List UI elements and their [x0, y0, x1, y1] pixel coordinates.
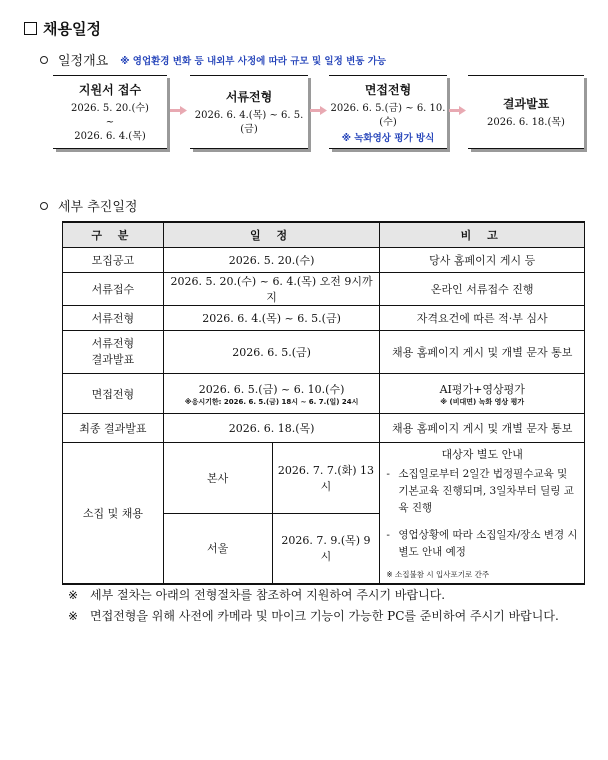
flow-step-interview: [329, 75, 447, 149]
onboarding-remark-title: 대상자 별도 안내: [441, 448, 523, 461]
row-schedule: 2026. 6. 5.(금): [163, 331, 380, 374]
flow-step-line: 2026. 6. 5.(금) ~ 6. 10.(수): [330, 102, 446, 128]
overview-label: 일정개요: [58, 54, 109, 69]
flow-step-line: ~: [105, 116, 115, 128]
footnote-text: 면접전형을 위해 사전에 카메라 및 마이크 기능이 가능한 PC를 준비하여 주시기 바랍니다.: [90, 609, 559, 623]
row-schedule: 2026. 6. 4.(목) ~ 6. 5.(금): [163, 306, 380, 331]
row-remark: 채용 홈페이지 게시 및 개별 문자 통보: [380, 331, 585, 374]
flow-step-title: 결과발표: [502, 96, 550, 111]
row-remark: 온라인 서류접수 진행: [380, 273, 585, 306]
row-category: 서류접수: [63, 273, 164, 306]
row-category: 최종 결과발표: [63, 414, 164, 443]
flow-step-title: 지원서 접수: [78, 82, 142, 97]
list-item-text: 소집일로부터 2일간 법정필수교육 및 기본교육 진행되며, 3일차부터 딜링 교육 진행: [398, 468, 574, 514]
overview-heading: [40, 50, 386, 69]
onboarding-remark-list: [386, 466, 578, 561]
flow-step-title: 면접전형: [364, 82, 412, 97]
circle-bullet-icon: [40, 202, 48, 210]
row-category: 면접전형: [63, 374, 164, 414]
footnote-text: 세부 절차는 아래의 전형절차를 참조하여 지원하여 주시기 바랍니다.: [90, 588, 446, 602]
row-category: 모집공고: [63, 248, 164, 273]
list-item-text: 영업상황에 따라 소집일자/장소 변경 시 별도 안내 예정: [398, 529, 578, 558]
row-schedule: 2026. 6. 18.(목): [163, 414, 380, 443]
table-row: [63, 374, 585, 414]
flow-step-result: [468, 75, 584, 149]
row-schedule-note: ※응시기한: 2026. 6. 5.(금) 18시 ~ 6. 7.(일) 24시: [184, 397, 359, 406]
table-row: [63, 273, 585, 306]
flow-step-document: [190, 75, 308, 149]
onboarding-remark-note: ※ 소집불참 시 입사포기로 간주: [386, 570, 490, 579]
flow-step-line: 2026. 6. 18.(목): [487, 116, 565, 128]
row-remark: 당사 홈페이지 게시 등: [380, 248, 585, 273]
square-bullet-icon: [24, 22, 37, 35]
flow-step-title: 서류전형: [225, 89, 273, 104]
onboarding-date: 2026. 7. 7.(화) 13시: [272, 443, 380, 514]
flow-step-application: [53, 75, 167, 149]
row-remark-cell: [380, 374, 585, 414]
arrow-right-icon: [449, 106, 466, 115]
table-row-onboarding: [63, 443, 585, 514]
circle-bullet-icon: [40, 56, 48, 64]
detail-label: 세부 추진일정: [58, 200, 138, 215]
table-row: [63, 414, 585, 443]
row-remark: AI평가+영상평가: [439, 382, 525, 396]
footnote: [68, 585, 588, 606]
row-schedule: 2026. 5. 20.(수): [163, 248, 380, 273]
row-schedule: 2026. 5. 20.(수) ~ 6. 4.(목) 오전 9시까지: [163, 273, 380, 306]
schedule-table: [62, 221, 585, 585]
onboarding-place: 본사: [163, 443, 272, 514]
table-row: [63, 306, 585, 331]
row-category: 서류전형: [63, 306, 164, 331]
section-title: [24, 18, 101, 39]
onboarding-date: 2026. 7. 9.(목) 9시: [272, 513, 380, 584]
row-remark-note: ※ (비대면) 녹화 영상 평가: [440, 397, 525, 406]
onboarding-remark: [380, 443, 585, 585]
onboarding-category: 소집 및 채용: [63, 443, 164, 585]
arrow-right-icon: [170, 106, 187, 115]
footnote: [68, 606, 588, 627]
header-schedule: 일 정: [163, 222, 380, 248]
flow-step-line: 2026. 5. 20.(수): [71, 102, 149, 114]
header-category: 구 분: [63, 222, 164, 248]
list-item: - 소집일로부터 2일간 법정필수교육 및 기본교육 진행되며, 3일차부터 딜링 교육 진행: [386, 466, 578, 517]
footnote-mark: ※: [68, 588, 79, 602]
overview-note: ※ 영업환경 변화 등 내외부 사정에 따라 규모 및 일정 변동 가능: [120, 55, 387, 67]
list-item: - 영업상황에 따라 소집일자/장소 변경 시 별도 안내 예정: [386, 527, 578, 561]
section-title-text: 채용일정: [43, 20, 101, 38]
header-remark: 비 고: [380, 222, 585, 248]
footnote-mark: ※: [68, 609, 79, 623]
table-row: [63, 248, 585, 273]
flow-step-note: ※ 녹화영상 평가 방식: [341, 132, 435, 144]
onboarding-place: 서울: [163, 513, 272, 584]
row-remark: 자격요건에 따른 적·부 심사: [380, 306, 585, 331]
flow-step-line: 2026. 6. 4.(목) ~ 6. 5.(금): [194, 109, 304, 135]
row-schedule-cell: [163, 374, 380, 414]
table-header-row: [63, 222, 585, 248]
row-category: 서류전형 결과발표: [63, 331, 164, 374]
row-remark: 채용 홈페이지 게시 및 개별 문자 통보: [380, 414, 585, 443]
row-schedule: 2026. 6. 5.(금) ~ 6. 10.(수): [198, 382, 345, 396]
arrow-right-icon: [310, 106, 327, 115]
table-row: [63, 331, 585, 374]
flow-step-line: 2026. 6. 4.(목): [74, 130, 146, 142]
detail-heading: [40, 196, 137, 215]
